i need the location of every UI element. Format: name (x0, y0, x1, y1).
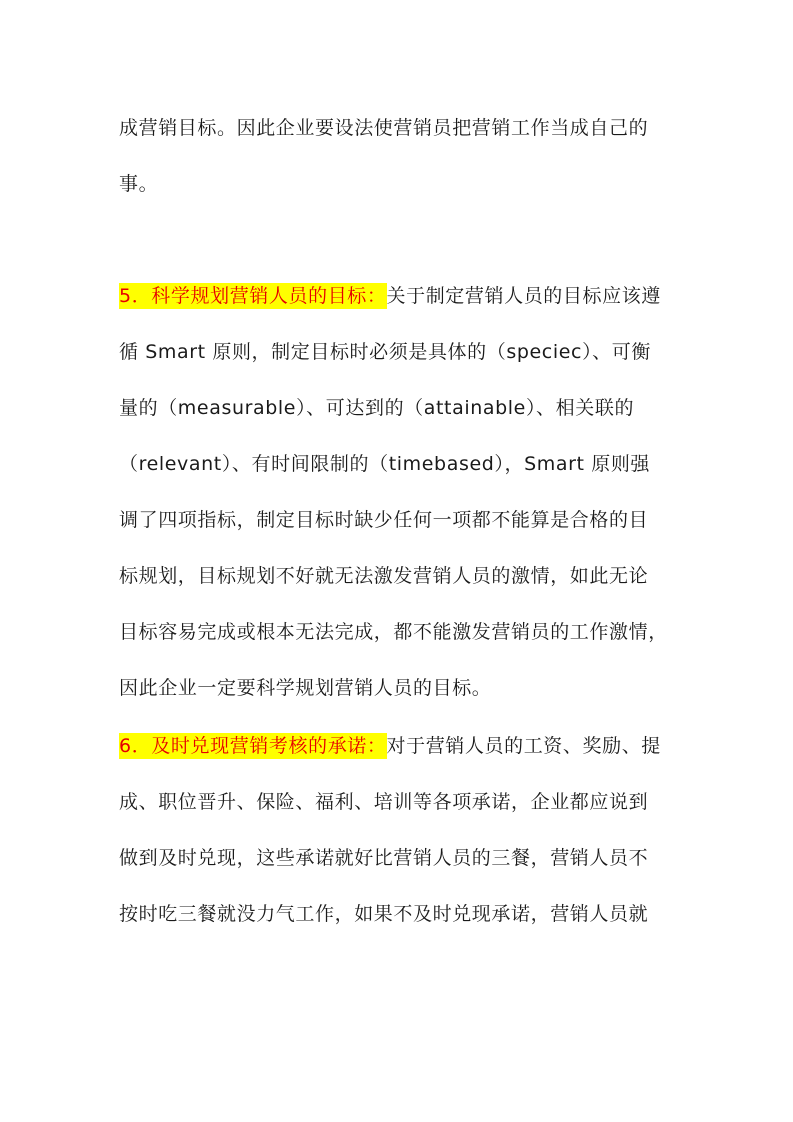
item5-line-2: 循 Smart 原则，制定目标时必须是具体的（speciec）、可衡 (119, 341, 651, 363)
item5-line-8: 因此企业一定要科学规划营销人员的目标。 (119, 677, 492, 699)
item6-heading-highlight: 6．及时兑现营销考核的承诺： (119, 733, 387, 759)
intro-line-2: 事。 (119, 173, 159, 195)
item5-line-3: 量的（measurable）、可达到的（attainable）、相关联的 (119, 397, 635, 419)
item5-line-5: 调了四项指标，制定目标时缺少任何一项都不能算是合格的目 (119, 509, 649, 531)
item5-line-7: 目标容易完成或根本无法完成，都不能激发营销员的工作激情， (119, 621, 668, 643)
intro-line-1: 成营销目标。因此企业要设法使营销员把营销工作当成自己的 (119, 117, 649, 139)
item6-line-4: 按时吃三餐就没力气工作，如果不及时兑现承诺，营销人员就 (119, 903, 649, 925)
item5-line-6: 标规划，目标规划不好就无法激发营销人员的激情，如此无论 (119, 565, 649, 587)
item6-line-3: 做到及时兑现，这些承诺就好比营销人员的三餐，营销人员不 (119, 847, 649, 869)
item5-heading-highlight: 5．科学规划营销人员的目标： (119, 283, 387, 309)
item6-line-2: 成、职位晋升、保险、福利、培训等各项承诺，企业都应说到 (119, 791, 649, 813)
item5-line-4: （relevant）、有时间限制的（timebased），Smart 原则强 (119, 453, 651, 475)
item5-line-1-text: 关于制定营销人员的目标应该遵 (386, 285, 661, 307)
item6-line-1-text: 对于营销人员的工资、奖励、提 (386, 735, 661, 757)
item5-line-1 (119, 283, 679, 309)
item6-line-1 (119, 733, 679, 759)
